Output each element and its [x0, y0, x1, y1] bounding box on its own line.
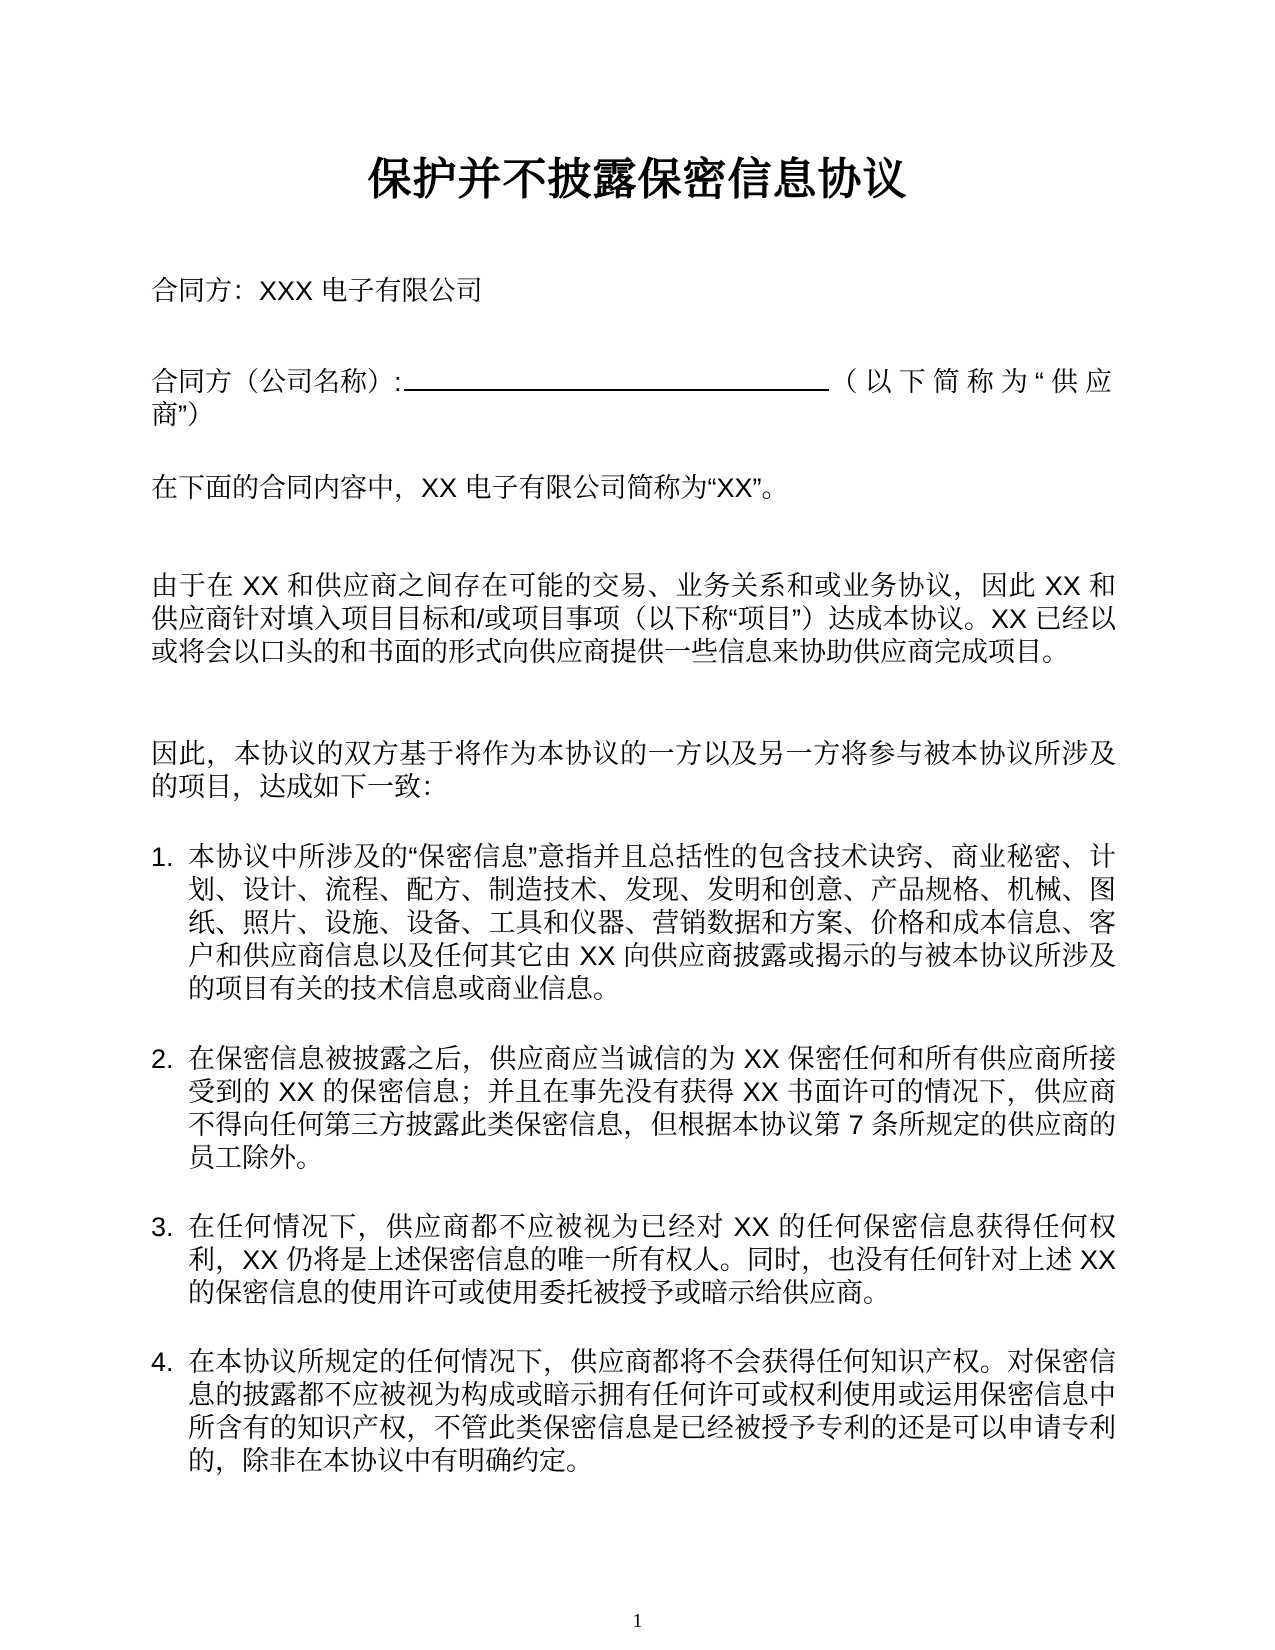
clause-text: 在本协议所规定的任何情况下，供应商都将不会获得任何知识产权。对保密信息的披露都不应被视为构成或暗示拥有任何许可或权利使用或运用保密信息中所含有的知识产权，不管此类保密信息是已经被授予专利的还是可以申请专利的，除非在本协议中有明确约定。 — [188, 1347, 1116, 1476]
party-two-line — [151, 365, 1116, 399]
party-one: 合同方：XXX 电子有限公司 — [151, 276, 483, 306]
clause-number: 4. — [151, 1347, 174, 1377]
clause-number: 3. — [151, 1212, 174, 1242]
clause-1 — [151, 841, 1116, 1006]
agreement-intro: 因此，本协议的双方基于将作为本协议的一方以及另一方将参与被本协议所涉及的项目，达成如下一致： — [151, 739, 1116, 802]
clause-2 — [151, 1043, 1116, 1175]
preamble-paragraph: 由于在 XX 和供应商之间存在可能的交易、业务关系和或业务协议，因此 XX 和供应商针对填入项目目标和/或项目事项（以下称“项目”）达成本协议。XX 已经以或将会以口头的和书面的形式向供应商提供一些信息来协助供应商完成项目。 — [151, 571, 1116, 667]
clause-4 — [151, 1346, 1116, 1478]
party-two-suffix: （以下简称为“供应 — [830, 367, 1116, 397]
document-title: 保护并不披露保密信息协议 — [367, 154, 908, 205]
clause-text: 在任何情况下，供应商都不应被视为已经对 XX 的任何保密信息获得任何权利，XX 仍将是上述保密信息的唯一所有权人。同时，也没有任何针对上述 XX 的保密信息的使用许可或使用委托被授予或暗示给供应商。 — [188, 1212, 1116, 1308]
clause-text: 本协议中所涉及的“保密信息”意指并且总括性的包含技术诀窍、商业秘密、计划、设计、流程、配方、制造技术、发现、发明和创意、产品规格、机械、图纸、照片、设施、设备、工具和仪器、营销数据和方案、价格和成本信息、客户和供应商信息以及任何其它由 XX 向供应商披露或揭示的与被本协议所涉及的项目有关的技术信息或商业信息。 — [188, 842, 1116, 1004]
clause-number: 1. — [151, 842, 174, 872]
party-two-prefix: 合同方（公司名称）: — [151, 367, 402, 397]
clause-number: 2. — [151, 1044, 174, 1074]
party-two-line-2: 商”） — [151, 400, 214, 430]
company-name-blank[interactable] — [404, 365, 829, 391]
clause-3 — [151, 1211, 1116, 1310]
clause-text: 在保密信息被披露之后，供应商应当诚信的为 XX 保密任何和所有供应商所接受到的 XX 的保密信息；并且在事先没有获得 XX 书面许可的情况下，供应商不得向任何第三方披露此类保密信息，但根据本协议第 7 条所规定的供应商的员工除外。 — [188, 1044, 1116, 1173]
party-two — [151, 365, 1116, 432]
page-number: 1 — [632, 1610, 643, 1632]
alias-note: 在下面的合同内容中，XX 电子有限公司简称为“XX”。 — [151, 473, 789, 503]
